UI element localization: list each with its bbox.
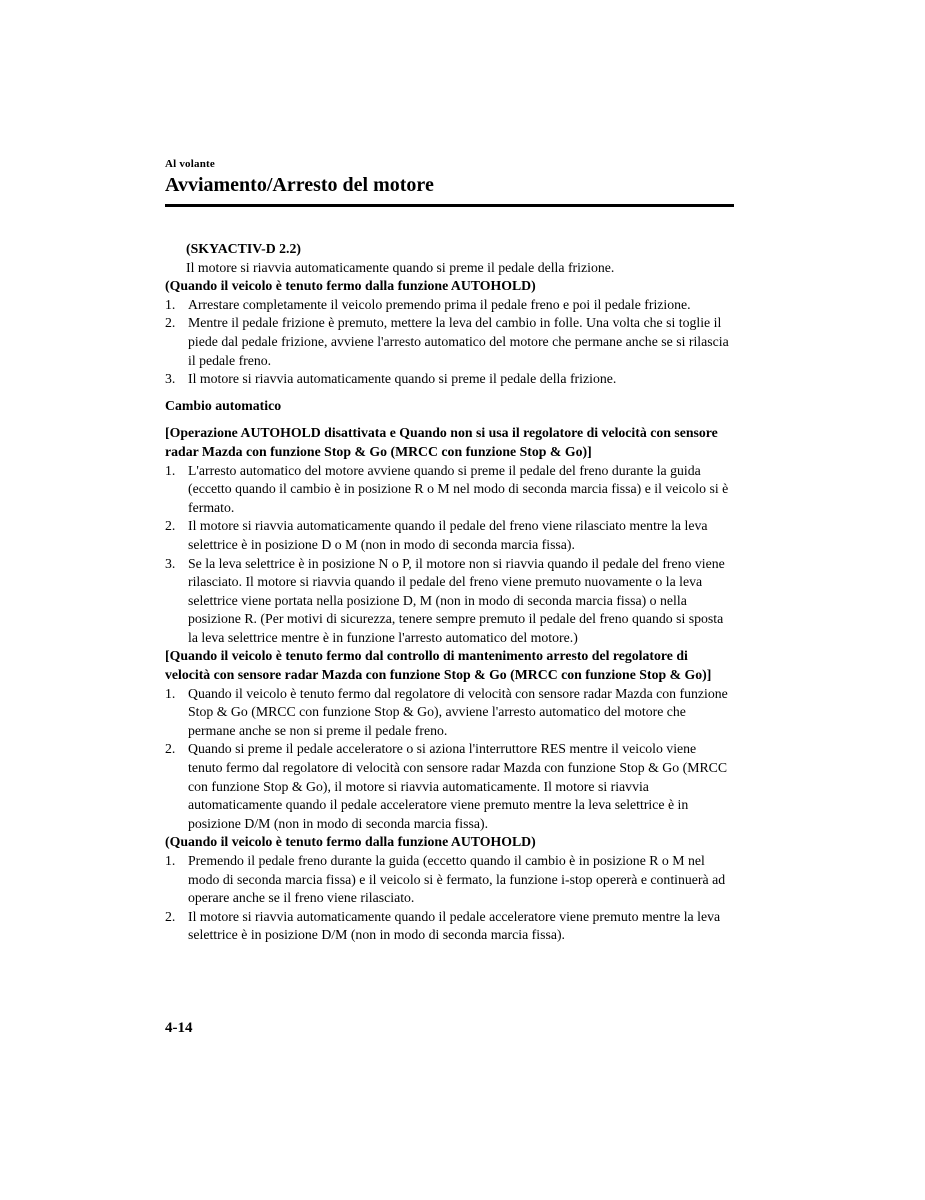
- list-item-text: Quando si preme il pedale acceleratore o si aziona l'interruttore RES mentre il veicolo viene tenuto fermo dal regolatore di velocità con sensore radar Mazda con funzione Stop & Go (MRCC con funzione Stop & Go), il motore si riavvia automaticamente. Il motore si riavvia automaticamente quando il pedale acceleratore viene premuto mentre la leva selettrice è in posizione D/M (non in modo di seconda marcia fissa).: [188, 741, 728, 831]
- page-content: [165, 158, 734, 945]
- title-rule: [165, 204, 734, 207]
- list-item-text: Il motore si riavvia automaticamente quando il pedale del freno viene rilasciato mentre la leva selettrice è in posizione D o M (non in modo di seconda marcia fissa).: [188, 518, 708, 552]
- list-item: [165, 517, 734, 554]
- list-item-number: 3.: [165, 371, 176, 387]
- list-item: [165, 908, 734, 945]
- list-item-text: Quando il veicolo è tenuto fermo dal regolatore di velocità con sensore radar Mazda con funzione Stop & Go (MRCC con funzione Stop & Go), avviene l'arresto automatico del motore che permane anche se non si preme il pedale freno.: [188, 685, 728, 738]
- list-item-text: L'arresto automatico del motore avviene quando si preme il pedale del freno durante la guida (eccetto quando il cambio è in posizione R o M nel modo di seconda marcia fissa) e il veicolo si è fermato.: [188, 462, 729, 515]
- list-item-text: Premendo il pedale freno durante la guida (eccetto quando il cambio è in posizione R o M nel modo di seconda marcia fissa) e il veicolo si è fermato, la funzione i-stop opererà e continuerà ad operare anche se il freno viene rilasciato.: [188, 853, 726, 906]
- body-text: [165, 240, 734, 945]
- mt-autohold-heading: (Quando il veicolo è tenuto fermo dalla funzione AUTOHOLD): [165, 278, 536, 294]
- list-item: [165, 462, 734, 518]
- at-section-heading: Cambio automatico: [165, 397, 282, 413]
- list-item-text: Arrestare completamente il veicolo premendo prima il pedale freno e poi il pedale frizione.: [188, 296, 691, 312]
- list-item: [165, 296, 734, 315]
- list-item-number: 2.: [165, 315, 176, 331]
- list-item-text: Se la leva selettrice è in posizione N o P, il motore non si riavvia quando il pedale del freno viene rilasciato. Il motore si riavvia quando il pedale del freno viene premuto nuovamente o la leva selettrice viene portata nella posizione D, M (non in modo di seconda marcia fissa) o nella posizione R. (Per motivi di sicurezza, tenere sempre premuto il pedale del freno quando si sposta la leva selettrice mentre è in funzione l'arresto automatico del motore.): [188, 555, 725, 645]
- at-autohold-heading: (Quando il veicolo è tenuto fermo dalla funzione AUTOHOLD): [165, 834, 536, 850]
- list-item-text: Il motore si riavvia automaticamente quando si preme il pedale della frizione.: [188, 371, 617, 387]
- list-item-number: 3.: [165, 555, 176, 571]
- list-item: [165, 685, 734, 741]
- skyactiv-variant-paragraph: Il motore si riavvia automaticamente quando si preme il pedale della frizione.: [186, 259, 615, 275]
- list-item: [165, 314, 734, 370]
- page-title: Avviamento/Arresto del motore: [165, 174, 434, 196]
- list-item: [165, 555, 734, 648]
- list-item-number: 1.: [165, 685, 176, 701]
- list-item-number: 1.: [165, 462, 176, 478]
- mrcc-inactive-heading: [Operazione AUTOHOLD disattivata e Quando non si usa il regolatore di velocità con sensore radar Mazda con funzione Stop & Go (MRCC con funzione Stop & Go)]: [165, 425, 718, 459]
- list-item-number: 2.: [165, 741, 176, 757]
- skyactiv-variant-heading: (SKYACTIV-D 2.2): [186, 241, 301, 256]
- section-kicker: Al volante: [165, 158, 215, 170]
- mrcc-hold-heading: [Quando il veicolo è tenuto fermo dal controllo di mantenimento arresto del regolatore di velocità con sensore radar Mazda con funzione Stop & Go (MRCC con funzione Stop & Go)]: [165, 648, 712, 683]
- list-item-number: 1.: [165, 853, 176, 868]
- list-item-text: Il motore si riavvia automaticamente quando il pedale acceleratore viene premuto mentre la leva selettrice è in posizione D/M (non in modo di seconda marcia fissa).: [188, 908, 721, 943]
- list-item: [165, 740, 734, 833]
- list-item-text: Mentre il pedale frizione è premuto, mettere la leva del cambio in folle. Una volta che si toglie il piede dal pedale frizione, avviene l'arresto automatico del motore che permane anche se si rilascia il pedale freno.: [188, 315, 729, 368]
- list-item: [165, 852, 734, 908]
- list-item-number: 2.: [165, 518, 176, 534]
- list-item-number: 1.: [165, 296, 176, 312]
- page-number: 4-14: [165, 1020, 193, 1036]
- list-item: [165, 370, 734, 389]
- list-item-number: 2.: [165, 908, 176, 924]
